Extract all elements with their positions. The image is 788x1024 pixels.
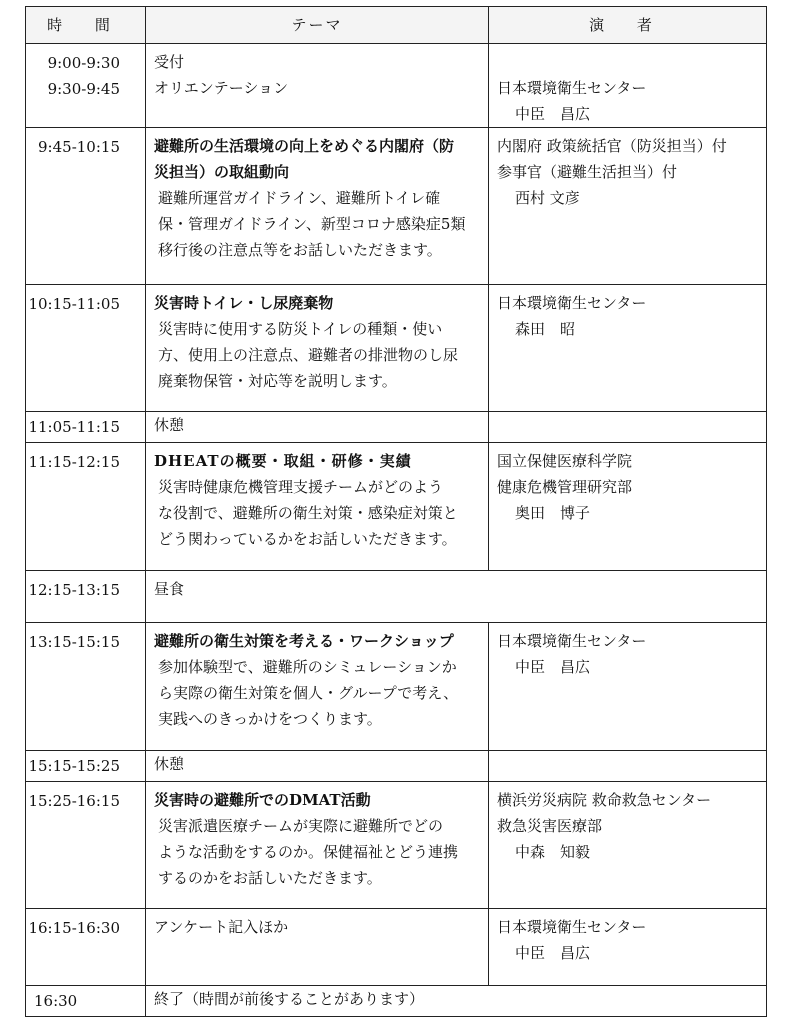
speaker-name: 中森 知毅 [515, 843, 591, 861]
speaker-name: 中臣 昌広 [515, 944, 591, 962]
speaker-affiliation: 内閣府 政策統括官（防災担当）付 [497, 137, 727, 155]
theme-text: 休憩 [154, 755, 185, 773]
theme-cell [146, 44, 489, 128]
session-title: 災担当）の取組動向 [154, 163, 290, 181]
table-row [26, 412, 767, 443]
session-description: な役割で、避難所の衛生対策・感染症対策と [158, 504, 458, 522]
time-text: 16:15-16:30 [28, 919, 120, 937]
table-row [26, 44, 767, 128]
time-cell [26, 128, 146, 285]
theme-text: 休憩 [154, 416, 185, 434]
time-cell [26, 44, 146, 128]
session-description: ような活動をするのか。保健福祉とどう連携 [158, 843, 459, 861]
time-text: 15:15-15:25 [28, 757, 120, 775]
program-table [25, 6, 767, 1017]
session-description: 災害時健康危機管理支援チームがどのよう [158, 478, 444, 496]
time-text: 12:15-13:15 [28, 581, 120, 599]
session-description: 保・管理ガイドライン、新型コロナ感染症5類 [158, 215, 466, 233]
time-text: 15:25-16:15 [28, 792, 120, 810]
speaker-name: 奥田 博子 [515, 504, 591, 522]
speaker-cell [489, 285, 767, 412]
theme-text: 受付 [154, 53, 185, 71]
speaker-affiliation: 日本環境衛生センター [497, 294, 647, 312]
session-title: 災害時の避難所でのDMAT活動 [154, 791, 371, 809]
time-cell [26, 986, 146, 1017]
time-text: 13:15-15:15 [28, 633, 120, 651]
time-cell [26, 285, 146, 412]
time-cell [26, 571, 146, 623]
session-title: DHEATの概要・取組・研修・実績 [154, 452, 412, 470]
theme-cell [146, 986, 767, 1017]
table-row [26, 986, 767, 1017]
session-description: 参加体験型で、避難所のシミュレーションか [158, 658, 457, 676]
time-text: 10:15-11:05 [28, 295, 120, 313]
theme-cell [146, 909, 489, 986]
table-row [26, 623, 767, 751]
speaker-affiliation: 横浜労災病院 救命救急センター [497, 791, 712, 809]
theme-text: 終了（時間が前後することがあります） [154, 990, 425, 1008]
speaker-affiliation: 日本環境衛生センター [497, 632, 647, 650]
speaker-name: 中臣 昌広 [515, 105, 591, 123]
session-description: 方、使用上の注意点、避難者の排泄物のし尿 [158, 346, 459, 364]
session-description: 移行後の注意点等をお話しいただきます。 [158, 241, 442, 259]
session-description: するのかをお話しいただきます。 [158, 869, 382, 887]
theme-text: オリエンテーション [154, 79, 289, 97]
table-row [26, 751, 767, 782]
header-time: 時 間 [26, 7, 146, 44]
speaker-affiliation: 日本環境衛生センター [497, 79, 647, 97]
speaker-cell [489, 751, 767, 782]
theme-cell [146, 623, 489, 751]
time-cell [26, 751, 146, 782]
session-description: どう関わっているかをお話しいただきます。 [158, 530, 457, 548]
table-row [26, 571, 767, 623]
session-title: 避難所の生活環境の向上をめぐる内閣府（防 [154, 137, 455, 155]
speaker-affiliation: 健康危機管理研究部 [497, 478, 633, 496]
table-row [26, 782, 767, 909]
theme-cell [146, 285, 489, 412]
table-row [26, 285, 767, 412]
speaker-affiliation: 国立保健医療科学院 [497, 452, 633, 470]
time-text: 11:15-12:15 [28, 453, 120, 471]
session-title: 避難所の衛生対策を考える・ワークショップ [154, 632, 454, 650]
time-cell [26, 623, 146, 751]
speaker-name: 西村 文彦 [515, 189, 580, 207]
speaker-affiliation: 参事官（避難生活担当）付 [497, 163, 678, 181]
table-row [26, 909, 767, 986]
time-cell [26, 782, 146, 909]
session-description: 避難所運営ガイドライン、避難所トイレ確 [158, 189, 441, 207]
header-row [26, 7, 767, 44]
theme-cell [146, 128, 489, 285]
speaker-cell [489, 909, 767, 986]
theme-cell [146, 782, 489, 909]
time-text: 16:30 [34, 992, 78, 1010]
time-text: 9:00-9:30 [47, 54, 120, 72]
time-text: 9:45-10:15 [38, 138, 120, 156]
session-description: 実践へのきっかけをつくります。 [158, 710, 382, 728]
speaker-cell [489, 44, 767, 128]
speaker-affiliation: 日本環境衛生センター [497, 918, 647, 936]
speaker-cell [489, 128, 767, 285]
session-title: 災害時トイレ・し尿廃棄物 [154, 294, 334, 312]
session-description: 災害派遣医療チームが実際に避難所でどの [158, 817, 444, 835]
time-text: 9:30-9:45 [47, 80, 120, 98]
speaker-cell [489, 782, 767, 909]
theme-cell [146, 571, 767, 623]
speaker-cell [489, 412, 767, 443]
speaker-affiliation: 救急災害医療部 [497, 817, 603, 835]
speaker-name: 森田 昭 [515, 320, 576, 338]
table-row [26, 128, 767, 285]
time-cell [26, 443, 146, 571]
header-theme: テーマ [146, 7, 489, 44]
theme-cell [146, 443, 489, 571]
speaker-name: 中臣 昌広 [515, 658, 591, 676]
time-cell [26, 909, 146, 986]
session-description: 災害時に使用する防災トイレの種類・使い [158, 320, 443, 338]
theme-cell [146, 412, 489, 443]
time-text: 11:05-11:15 [28, 418, 120, 436]
header-speaker: 演 者 [489, 7, 767, 44]
theme-text: アンケート記入ほか [154, 918, 289, 936]
session-description: 廃棄物保管・対応等を説明します。 [158, 372, 397, 390]
theme-text: 昼食 [154, 580, 185, 598]
table-row [26, 443, 767, 571]
theme-cell [146, 751, 489, 782]
time-cell [26, 412, 146, 443]
speaker-cell [489, 623, 767, 751]
speaker-cell [489, 443, 767, 571]
session-description: ら実際の衛生対策を個人・グループで考え、 [158, 684, 459, 702]
